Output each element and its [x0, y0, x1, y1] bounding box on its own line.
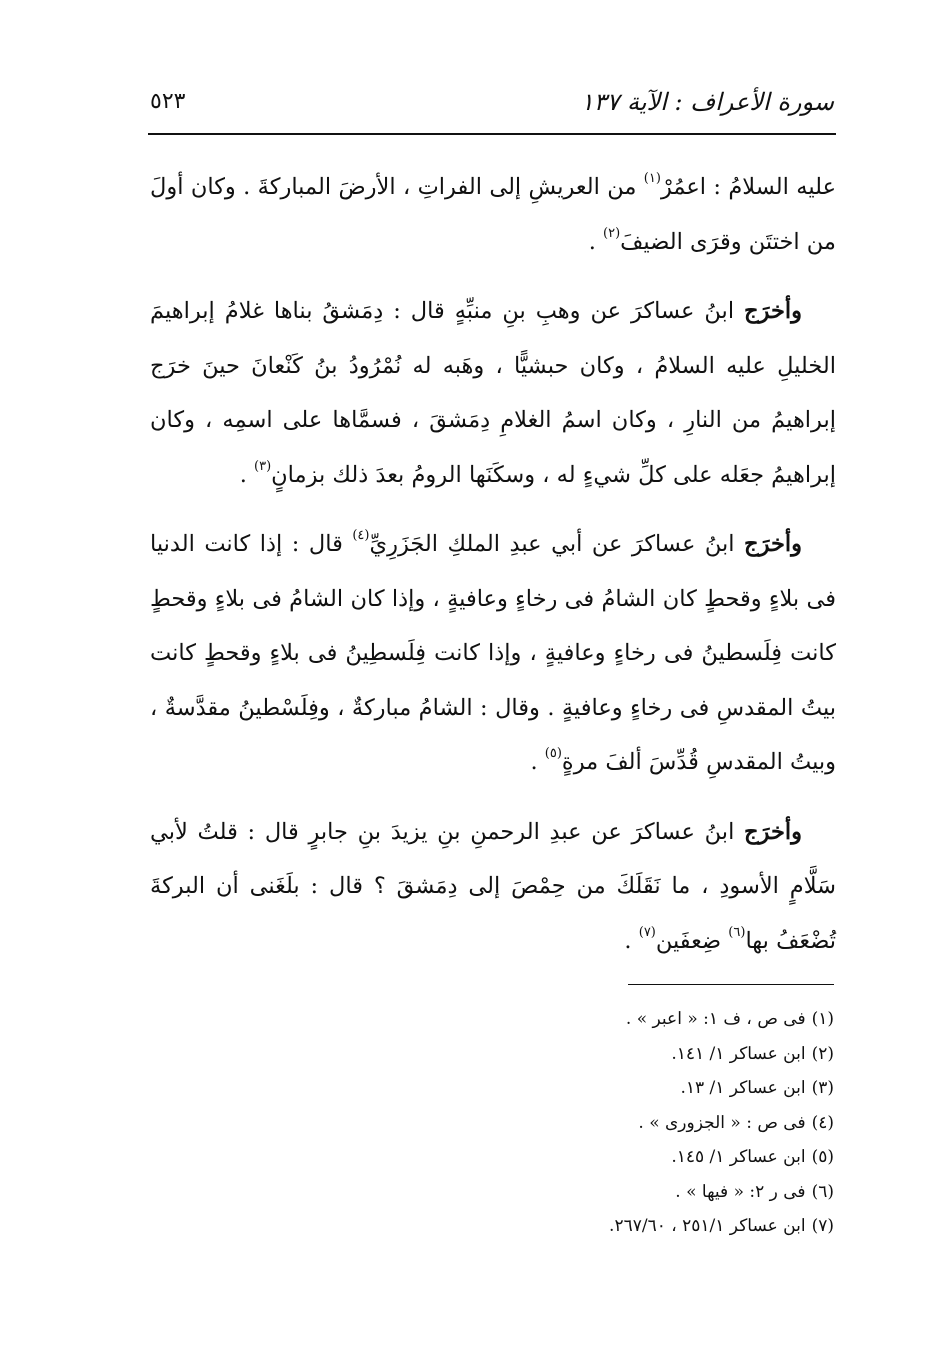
footnote-number: (١) — [811, 1009, 834, 1029]
footnote-number: (٧) — [811, 1216, 834, 1236]
header-title: سورة الأعراف : الآية ١٣٧ — [580, 88, 834, 116]
footnote-text: فى ص : « الجزورى » . — [638, 1112, 806, 1133]
paragraph-lead-word: وأخرَج — [744, 298, 802, 324]
footnote-number: (٥) — [811, 1147, 834, 1167]
paragraph-text: ابنُ عساكرَ عن أبي عبدِ الملكِ الجَزَرِيِّ — [369, 531, 745, 557]
footnote-reference[interactable]: (٣) — [254, 458, 272, 474]
paragraph-lead-word: وأخرَج — [744, 531, 803, 557]
footnote-reference[interactable]: (١) — [643, 171, 661, 186]
footnote-reference[interactable]: (٤) — [352, 528, 370, 543]
footnote-text: ابن عساكر ١/ ١٤٥. — [671, 1147, 806, 1167]
footnote-item — [450, 1106, 834, 1141]
paragraph — [150, 284, 836, 502]
paragraph — [150, 160, 836, 269]
paragraph-text: من العريشِ إلى الفراتِ ، الأرضَ المباركةَ . وكان أولَ من اختتَن وقرَى الضيفَ — [150, 174, 836, 255]
paragraph — [150, 805, 836, 969]
footnote-item — [450, 1140, 834, 1175]
paragraph-text: ابنُ عساكرَ عن وهبِ بنِ منبِّهٍ قال : دِمَشقُ بناها غلامُ إبراهيمَ الخليلِ عليه السلامُ ، وكان حبشيًّا ، وهَبه له نُمْرُودُ بنُ كَنْعانَ حينَ خرَج إبراهيمُ من النارِ ، وكان اسمُ الغلامِ دِمَشقَ ، فسمَّاها على اسمِه ، وكان إبراهيمُ جعَله على كلِّ شيءٍ له ، وسكَنَها الرومُ بعدَ ذلك بزمانٍ — [150, 298, 836, 488]
footnote-text: ابن عساكر ٢٥١/١ ، ٢٦٧/٦٠. — [609, 1216, 806, 1236]
paragraph-text: . — [530, 749, 545, 775]
footnote-number: (٢) — [811, 1043, 834, 1064]
page-header — [150, 82, 834, 122]
footnote-divider — [628, 984, 834, 985]
footnote-item — [450, 1175, 834, 1210]
paragraph-text: ضِعفَين — [655, 927, 729, 954]
header-divider — [148, 133, 836, 135]
page-number: ٥٢٣ — [150, 89, 186, 114]
footnote-reference[interactable]: (٢) — [603, 225, 621, 241]
footnote-reference[interactable]: (٦) — [728, 924, 746, 940]
paragraph-text: . — [239, 461, 254, 488]
footnote-reference[interactable]: (٥) — [544, 746, 562, 761]
footnote-text: ابن عساكر ١/ ١٣. — [680, 1078, 806, 1098]
footnote-text: فى ر ٢: « فيها » . — [675, 1181, 806, 1202]
footnote-text: ابن عساكر ١/ ١٤١. — [671, 1043, 806, 1064]
paragraph — [150, 517, 836, 790]
footnote-item — [450, 1002, 834, 1037]
footnote-number: (٦) — [811, 1181, 834, 1202]
footnote-reference[interactable]: (٧) — [638, 924, 656, 940]
paragraph-text: ابنُ عساكرَ عن عبدِ الرحمنِ بنِ يزيدَ بنِ جابرٍ قال : قلتُ لأبي سَلَّامٍ الأسودِ ، ما نَقَلَكَ من حِمْصَ إلى دِمَشقَ ؟ قال : بلَغَنى أن البركةَ تُضْعَفُ بها — [150, 818, 836, 954]
footnote-item — [450, 1209, 834, 1244]
paragraph-text: . — [588, 228, 603, 255]
paragraph-text: قال : إذا كانت الدنيا فى بلاءٍ وقحطٍ كان الشامُ فى رخاءٍ وعافيةٍ ، وإذا كان الشامُ فى بلاءٍ وقحطٍ كانت فِلَسطينُ فى رخاءٍ وعافيةٍ ، وإذا كانت فِلَسطِينُ فى بلاءٍ وقحطٍ كانت بيتُ المقدسِ فى رخاءٍ وعافيةٍ . وقال : الشامُ مباركةٌ ، وفِلَسْطينُ مقدَّسةٌ ، وبيتُ المقدسِ قُدِّسَ ألفَ مرةٍ — [150, 531, 836, 775]
footnote-number: (٤) — [811, 1112, 834, 1133]
main-text — [150, 160, 836, 983]
paragraph-text: عليه السلامُ : اعمُرْ — [660, 174, 836, 200]
footnote-item — [450, 1037, 834, 1072]
footnote-text: فى ص ، ف ١: « اعبر » . — [625, 1009, 806, 1029]
footnotes — [450, 1002, 834, 1244]
paragraph-text: . — [624, 927, 639, 954]
footnote-item — [450, 1071, 834, 1106]
paragraph-lead-word: وأخرَج — [744, 818, 802, 845]
footnote-number: (٣) — [811, 1078, 834, 1098]
